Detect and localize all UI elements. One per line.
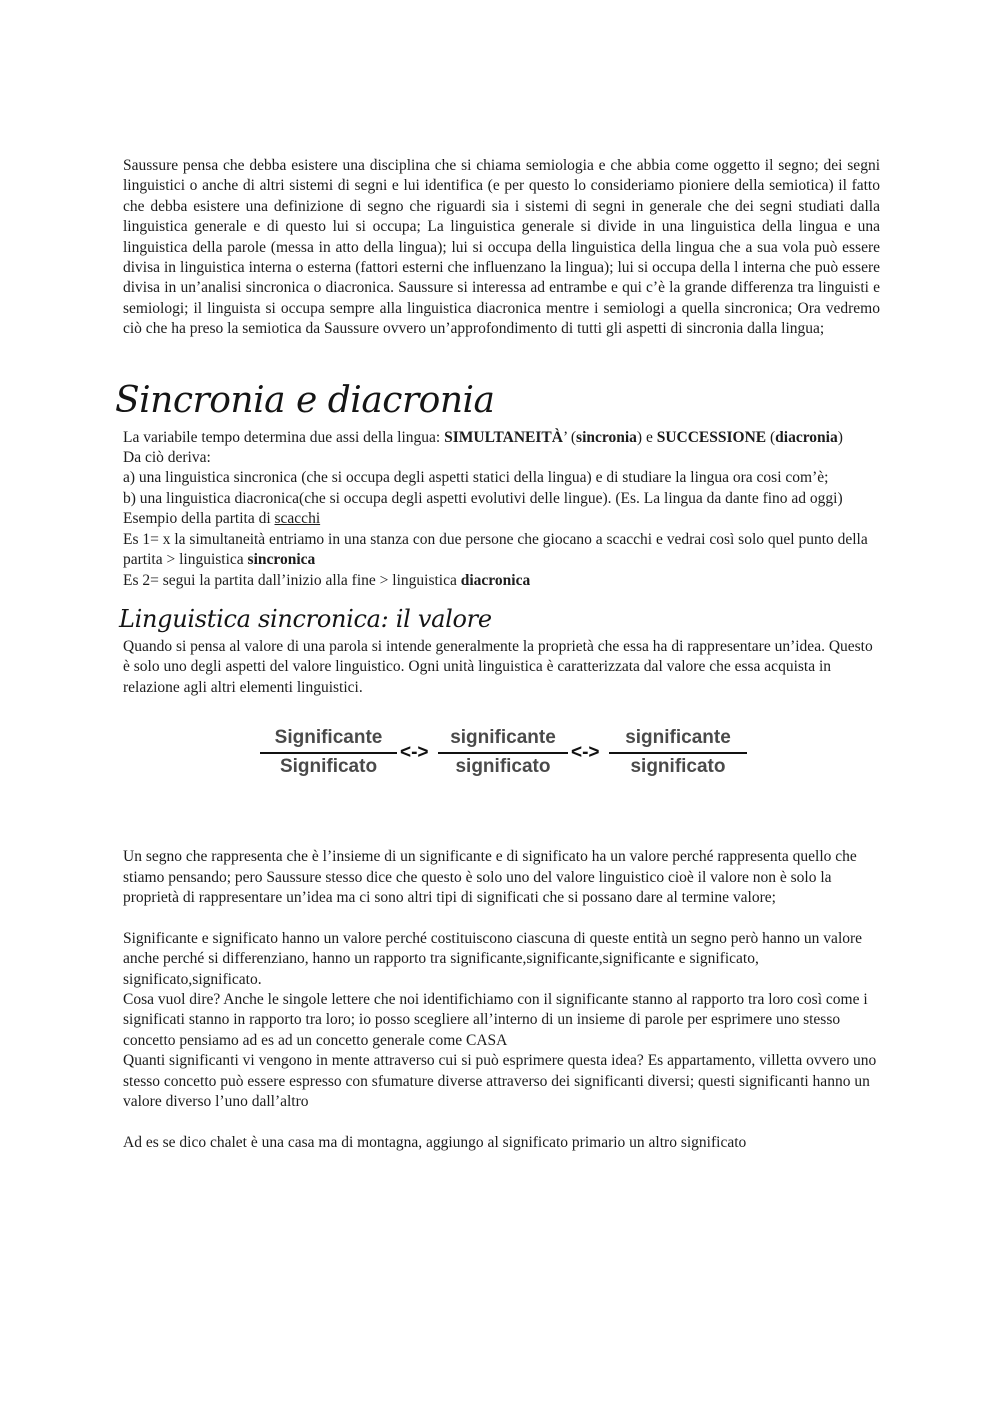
paragraph-gap	[123, 1112, 880, 1132]
assi-lingua-text: La variabile tempo determina due assi della lingua:	[123, 428, 445, 446]
successione-term: SUCCESSIONE	[656, 428, 767, 446]
significante-label: Significante	[274, 727, 383, 749]
significante-label: significante	[625, 727, 731, 749]
assi-lingua-line	[123, 428, 880, 448]
punctuation: (	[766, 428, 776, 446]
simultaneita-term: SIMULTANEITÀ	[444, 428, 563, 446]
significato-label: significato	[455, 756, 551, 778]
document-page	[115, 156, 880, 1153]
deriva-line: Da ciò deriva:	[123, 449, 211, 467]
significante-significato-diagram	[123, 722, 880, 827]
segno-valore-paragraph: Un segno che rappresenta che è l’insieme di un significante e di significato ha un valore perché rappresenta quello che stiamo pensando; pero Saussure stesso dice che questo è solo uno del valore linguistico cioè il valore non è solo la proprietà di rappresentare un’idea ma ci sono altri tipi di significati che si possano dare al termine valore;	[123, 848, 857, 906]
paragraph-gap	[123, 908, 880, 928]
es1-text: Es 1= x la simultaneità entriamo in una stanza con due persone che giocano a scacchi e vedrai così solo quel punto della partita > linguistica	[123, 530, 868, 569]
punctuation: ) e	[636, 428, 657, 446]
item-b-line: b) una linguistica diacronica(che si occupa degli aspetti evolutivi delle lingue). (Es. La lingua da dante fino ad oggi)	[123, 489, 843, 507]
esempio-text: Esempio della partita di	[123, 510, 275, 528]
significante-label: significante	[450, 727, 556, 749]
sign-fraction-2	[438, 722, 568, 802]
sincronia-term: sincronia	[576, 428, 637, 446]
es2-text: Es 2= segui la partita dall’inizio alla fine > linguistica	[123, 571, 461, 589]
heading-linguistica-sincronica: Linguistica sincronica: il valore	[119, 604, 492, 633]
sign-fraction-1	[260, 722, 397, 802]
item-a-line: a) una linguistica sincronica (che si occupa degli aspetti statici della lingua) e di studiare la lingua ora cosi com’è;	[123, 469, 829, 487]
chalet-paragraph: Ad es se dico chalet è una casa ma di montagna, aggiungo al significato primario un altro significato	[123, 1133, 747, 1151]
intro-paragraph: Saussure pensa che debba esistere una disciplina che si chiama semiologia e che abbia come oggetto il segno; dei segni linguistici o anche di altri sistemi di segni e lui identifica (e per questo lo consideriamo pioniere della semiotica) il fatto che debba esistere una definizione di segno che riguardi sia i sistemi di segni in generale che dei segni studiati dalla linguistica generale e di questo lui si occupa; La linguistica generale si divide in una linguistica della lingua e una linguistica della parole (messa in atto della lingua); lui si occupa della linguistica della lingua che a sua vola può essere divisa in linguistica interna o esterna (fattori esterni che influenzano la lingua); lui si occupa della l interna che può essere divisa in un’analisi sincronica o diacronica. Saussure si interessa ad entrambe e qui c’è la grande differenza tra linguisti e semiologi; il linguista si occupa sempre alla linguistica diacronica mentre i semiologi a quella sincronica; Ora vedremo ciò che ha preso la semiotica da Saussure ovvero un’approfondimento di tutti gli aspetti di sincronia dalla lingua;	[123, 157, 880, 338]
diacronia-term: diacronia	[775, 428, 838, 446]
significato-label: significato	[630, 756, 726, 778]
significanti-paragraph: Quanti significanti vi vengono in mente attraverso cui si può esprimere questa idea? Es appartamento, villetta ovvero uno stesso concetto può essere espresso con sfumature diverse attraverso dei significanti diversi; questi significanti hanno un valore diverso l’uno dall’altro	[123, 1052, 877, 1110]
punctuation: )	[837, 428, 843, 446]
fraction-bar	[438, 752, 568, 754]
es2-line	[123, 571, 880, 591]
valore-paragraph: Quando si pensa al valore di una parola si intende generalmente la proprietà che essa ha di rappresentare un’idea. Questo è solo uno degli aspetti del valore linguistico. Ogni unità linguistica è caratterizzata dal valore che essa acquista in relazione agli altri elementi linguistici.	[123, 637, 873, 696]
casa-paragraph: Cosa vuol dire? Anche le singole lettere che noi identifichiamo con il significante stanno al rapporto tra loro così come i significati stanno in rapporto tra loro; io posso scegliere all’interno di un insieme di parole per esprimere uno stesso concetto pensiamo ad es ad un concetto generale come CASA	[123, 990, 868, 1049]
fraction-bar	[609, 752, 747, 754]
punctuation: ’ (	[562, 428, 577, 446]
esempio-scacchi-line	[123, 509, 880, 529]
double-arrow-2: <->	[571, 742, 600, 764]
es1-line	[123, 530, 880, 571]
fraction-bar	[260, 752, 397, 754]
rapporto-paragraph: Significante e significato hanno un valore perché costituiscono ciascuna di queste entità un segno però hanno un valore anche perché si differenziano, hanno un rapporto tra significante,significante,significante e significato, significato,significato.	[123, 929, 863, 988]
scacchi-link[interactable]: scacchi	[274, 510, 321, 528]
double-arrow-1: <->	[400, 742, 429, 764]
sincronica-term: sincronica	[247, 551, 316, 569]
significato-label: Significato	[279, 756, 378, 778]
heading-sincronia-diacronia: Sincronia e diacronia	[115, 379, 495, 421]
diacronica-term: diacronica	[460, 571, 531, 589]
sign-fraction-3	[609, 722, 747, 802]
